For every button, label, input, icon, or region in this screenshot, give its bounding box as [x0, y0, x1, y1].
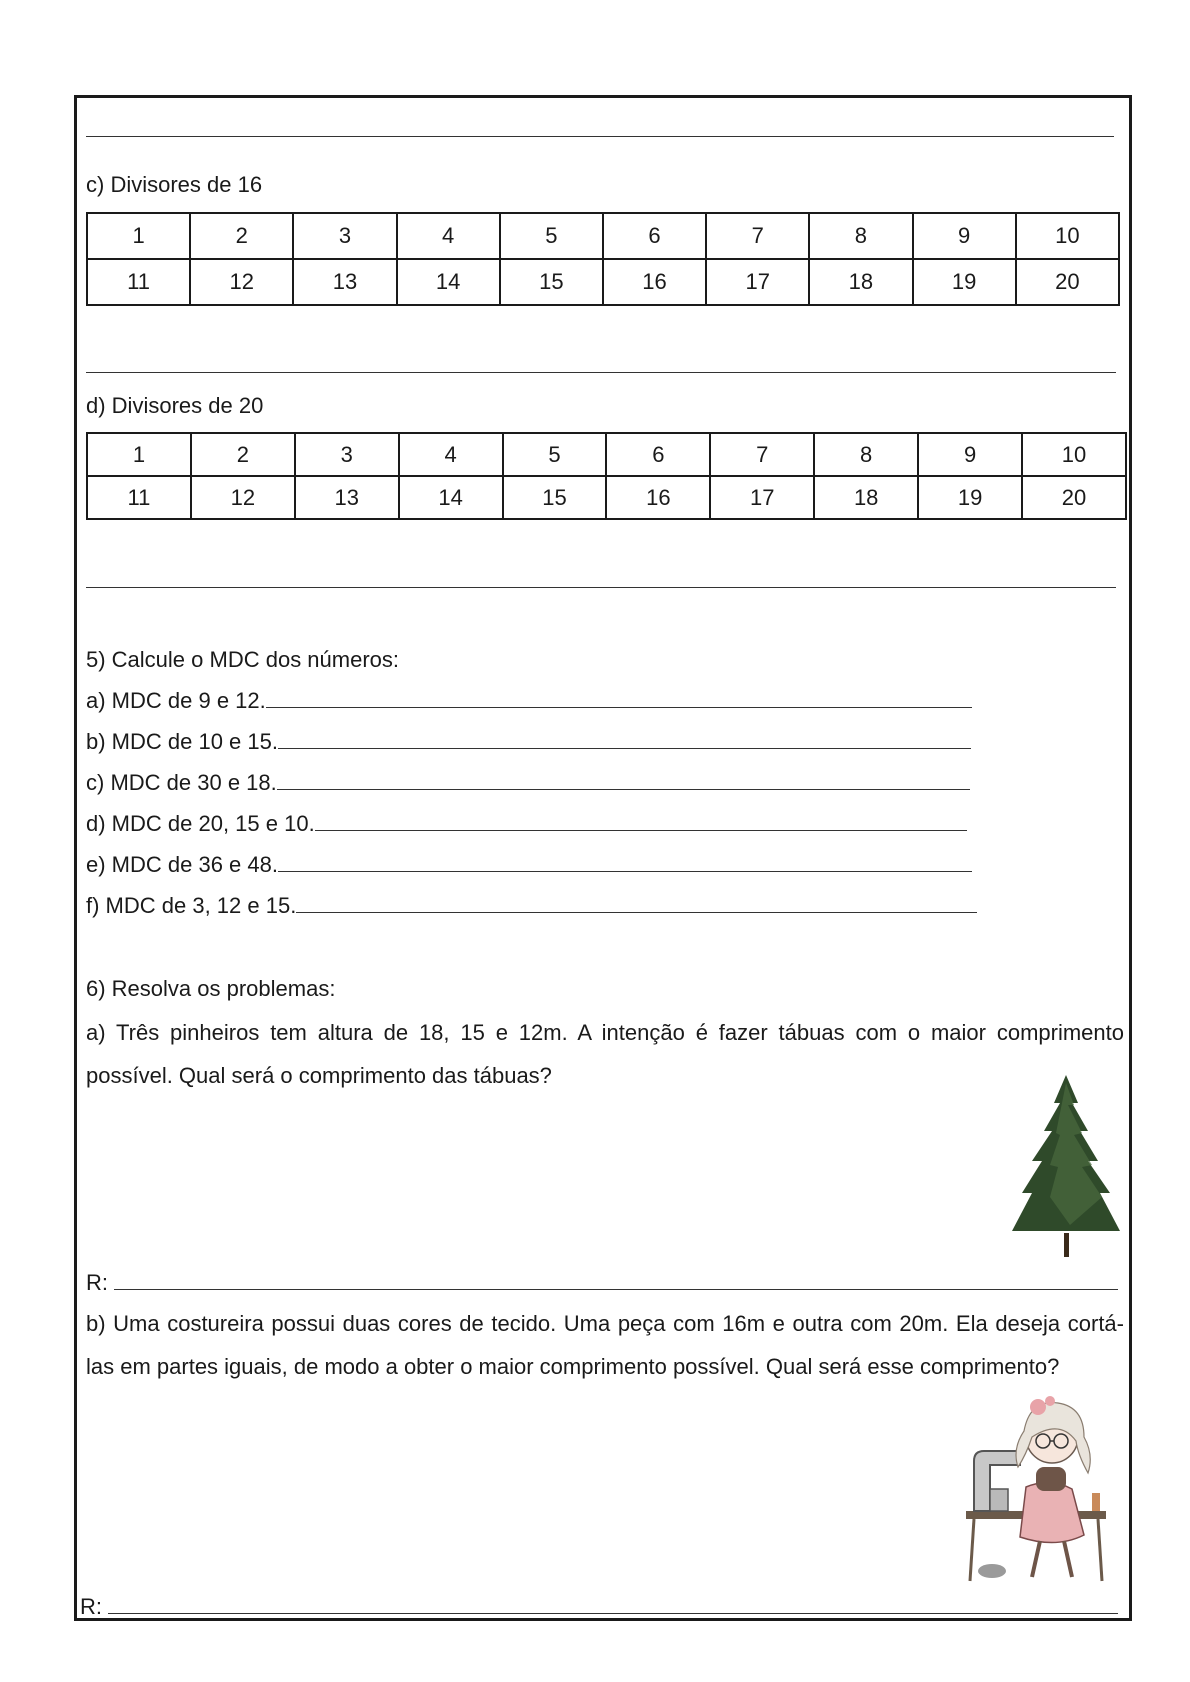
tree-trunk [1064, 1233, 1069, 1257]
answer-blank[interactable] [296, 894, 977, 913]
answer-label: R: [86, 1270, 108, 1295]
grid-cell[interactable]: 1 [87, 433, 191, 476]
grid-cell[interactable]: 1 [87, 213, 190, 259]
answer-blank[interactable] [277, 771, 970, 790]
grid-cell[interactable]: 9 [918, 433, 1022, 476]
girl-dress [1020, 1482, 1084, 1542]
grid-cell[interactable]: 12 [191, 476, 295, 519]
grid-cell[interactable]: 16 [606, 476, 710, 519]
grid-cell[interactable]: 3 [295, 433, 399, 476]
grid-cell[interactable]: 13 [295, 476, 399, 519]
grid-cell[interactable]: 14 [399, 476, 503, 519]
grid-cell[interactable]: 20 [1016, 259, 1119, 305]
answer-line[interactable] [86, 587, 1116, 588]
q6-a-answer [86, 1270, 1118, 1296]
grid-cell[interactable]: 11 [87, 259, 190, 305]
pine-tree-icon [1010, 1075, 1122, 1257]
grid-cell[interactable]: 2 [190, 213, 293, 259]
grid-cell[interactable]: 17 [706, 259, 809, 305]
answer-blank[interactable] [266, 689, 972, 708]
grid-cell[interactable]: 4 [397, 213, 500, 259]
section-c-title: c) Divisores de 16 [86, 172, 263, 197]
grid-cell[interactable]: 7 [706, 213, 809, 259]
tree-highlight [1050, 1083, 1102, 1225]
q5-item [86, 770, 970, 796]
q6-title: 6) Resolva os problemas: [86, 976, 336, 1001]
grid-cell[interactable]: 17 [710, 476, 814, 519]
divisors-16-grid [86, 212, 1120, 306]
grid-cell[interactable]: 5 [503, 433, 607, 476]
grid-cell[interactable]: 9 [913, 213, 1016, 259]
grid-cell[interactable]: 18 [814, 476, 918, 519]
section-d-title: d) Divisores de 20 [86, 393, 264, 418]
q5-item-label: c) MDC de 30 e 18. [86, 770, 277, 795]
grid-cell[interactable]: 10 [1022, 433, 1126, 476]
grid-cell[interactable]: 3 [293, 213, 396, 259]
answer-line[interactable] [86, 136, 1114, 137]
grid-cell[interactable]: 5 [500, 213, 603, 259]
divisors-20-grid [86, 432, 1127, 520]
grid-cell[interactable]: 11 [87, 476, 191, 519]
q5-item-label: f) MDC de 3, 12 e 15. [86, 893, 297, 918]
q5-item-label: b) MDC de 10 e 15. [86, 729, 278, 754]
grid-cell[interactable]: 10 [1016, 213, 1119, 259]
grid-cell[interactable]: 7 [710, 433, 814, 476]
answer-label: R: [80, 1594, 102, 1619]
q5-item [86, 688, 972, 714]
grid-cell[interactable]: 20 [1022, 476, 1126, 519]
grid-cell[interactable]: 19 [913, 259, 1016, 305]
q5-item-label: d) MDC de 20, 15 e 10. [86, 811, 315, 836]
seamstress-icon [960, 1385, 1130, 1583]
grid-cell[interactable]: 6 [603, 213, 706, 259]
answer-blank[interactable] [114, 1271, 1118, 1290]
grid-cell[interactable]: 18 [809, 259, 912, 305]
grid-cell[interactable]: 2 [191, 433, 295, 476]
q5-item [86, 729, 971, 755]
grid-cell[interactable]: 8 [814, 433, 918, 476]
answer-line[interactable] [86, 372, 1116, 373]
answer-blank[interactable] [278, 730, 971, 749]
grid-cell[interactable]: 14 [397, 259, 500, 305]
grid-cell[interactable]: 15 [503, 476, 607, 519]
cat [978, 1564, 1006, 1578]
q5-item-label: e) MDC de 36 e 48. [86, 852, 278, 877]
grid-cell[interactable]: 19 [918, 476, 1022, 519]
answer-blank[interactable] [315, 812, 967, 831]
q5-item-label: a) MDC de 9 e 12. [86, 688, 266, 713]
q5-item [86, 811, 967, 837]
q6-a-text: a) Três pinheiros tem altura de 18, 15 e 12m. A intenção é fazer tábuas com o maior comprimento possível. Qual será o comprimento das tábuas? [86, 1020, 1124, 1088]
grid-cell[interactable]: 16 [603, 259, 706, 305]
q5-title: 5) Calcule o MDC dos números: [86, 647, 400, 672]
grid-cell[interactable]: 6 [606, 433, 710, 476]
answer-blank[interactable] [108, 1595, 1118, 1614]
grid-cell[interactable]: 4 [399, 433, 503, 476]
q5-item [86, 893, 977, 919]
grid-cell[interactable]: 12 [190, 259, 293, 305]
grid-cell[interactable]: 8 [809, 213, 912, 259]
q5-item [86, 852, 972, 878]
grid-cell[interactable]: 15 [500, 259, 603, 305]
q6-b-answer [80, 1594, 1118, 1620]
grid-cell[interactable]: 13 [293, 259, 396, 305]
q6-b-text: b) Uma costureira possui duas cores de tecido. Uma peça com 16m e outra com 20m. Ela deseja cortá-las em partes iguais, de modo a obter o maior comprimento possível. Qual será esse comprimento? [86, 1311, 1124, 1379]
answer-blank[interactable] [278, 853, 972, 872]
